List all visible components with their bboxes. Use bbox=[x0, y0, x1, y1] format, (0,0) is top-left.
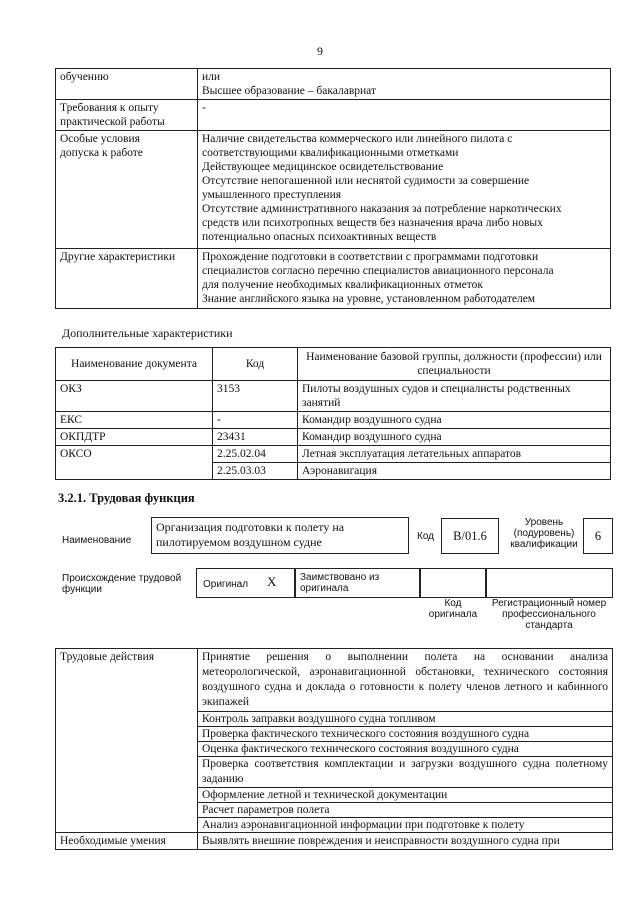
table-row bbox=[56, 100, 611, 131]
value-line: Знание английского языка на уровне, установленном работодателем bbox=[202, 293, 536, 305]
code-label: Код bbox=[417, 531, 435, 542]
name-label: Наименование bbox=[62, 535, 132, 546]
table-row bbox=[56, 381, 611, 412]
header-code: Код bbox=[213, 348, 298, 381]
label-line: практической работы bbox=[60, 116, 165, 128]
action-item: Контроль заправки воздушного судна топливом bbox=[198, 711, 612, 726]
cell-code: 3153 bbox=[213, 381, 298, 412]
cell-name: Аэронавигация bbox=[298, 463, 611, 480]
cell-document: ОКЗ bbox=[56, 381, 213, 412]
page-number: 9 bbox=[317, 44, 323, 58]
table-row bbox=[56, 131, 611, 249]
value-line: потенциально опасных психоактивных веществ bbox=[202, 231, 437, 243]
cell-document: ЕКС bbox=[56, 412, 213, 429]
value-line: - bbox=[202, 102, 206, 114]
borrowed-label: Заимствовано из оригинала bbox=[300, 572, 380, 594]
cell-code: - bbox=[213, 412, 298, 429]
function-code-value: B/01.6 bbox=[441, 518, 499, 554]
table-header-row bbox=[56, 348, 611, 381]
code-original-box bbox=[419, 568, 487, 598]
table-row bbox=[56, 833, 613, 850]
row-value bbox=[198, 69, 611, 100]
value-line: Прохождение подготовки в соответствии с программами подготовки bbox=[202, 251, 539, 263]
action-item: Анализ аэронавигационной информации при подготовке к полету bbox=[198, 817, 612, 832]
label-line: допуска к работе bbox=[60, 147, 143, 159]
function-heading: 3.2.1. Трудовая функция bbox=[58, 491, 195, 505]
row-value bbox=[198, 131, 611, 249]
origin-label: Происхождение трудовой функции bbox=[62, 573, 182, 595]
row-label bbox=[56, 100, 198, 131]
cell-document: ОКПДТР bbox=[56, 429, 213, 446]
cell-document: ОКСО bbox=[56, 446, 213, 480]
row-label bbox=[56, 249, 198, 309]
original-label: Оригинал bbox=[203, 579, 249, 590]
table-row bbox=[56, 649, 613, 833]
action-item: Расчет параметров полета bbox=[198, 802, 612, 817]
function-name-value: Организация подготовки к полету на пилотируемом воздушном судне bbox=[156, 520, 345, 549]
additional-title: Дополнительные характеристики bbox=[62, 326, 233, 340]
label-line: обучению bbox=[60, 71, 109, 83]
cell-name: Пилоты воздушных судов и специалисты родственных занятий bbox=[298, 381, 611, 412]
header-group: Наименование базовой группы, должности (профессии) или специальности bbox=[298, 348, 611, 381]
value-line: умышленного преступления bbox=[202, 189, 342, 201]
actions-table bbox=[55, 648, 613, 850]
value-line: или bbox=[202, 71, 221, 83]
value-line: Отсутствие административного наказания за потребление наркотических bbox=[202, 203, 562, 215]
label-line: Другие характеристики bbox=[60, 251, 176, 263]
value-line: Действующее медицинское освидетельствование bbox=[202, 161, 444, 173]
cell-name: Командир воздушного судна bbox=[298, 412, 611, 429]
cell-code: 23431 bbox=[213, 429, 298, 446]
requirements-table bbox=[55, 68, 611, 309]
original-box bbox=[196, 568, 296, 598]
cell-name: Летная эксплуатация летательных аппаратов bbox=[298, 446, 611, 463]
row-label bbox=[56, 69, 198, 100]
table-row bbox=[56, 69, 611, 100]
action-item: Оформление летной и технической документации bbox=[198, 787, 612, 802]
table-row bbox=[56, 249, 611, 309]
original-mark: X bbox=[267, 574, 277, 589]
code-original-label: Код оригинала bbox=[428, 598, 478, 620]
reg-number-label: Регистрационный номер профессионального стандарта bbox=[491, 598, 607, 631]
value-line: средств или психотропных веществ без назначения врача либо новых bbox=[202, 217, 543, 229]
cell-code: 2.25.02.04 bbox=[213, 446, 298, 463]
table-row bbox=[56, 446, 611, 463]
label-line: Особые условия bbox=[60, 133, 140, 145]
value-line: Наличие свидетельства коммерческого или линейного пилота с bbox=[202, 133, 513, 145]
skill-item: Выявлять внешние повреждения и неисправности воздушного судна при bbox=[198, 833, 613, 850]
action-item: Проверка соответствия комплектации и загрузки воздушного судна полетному заданию bbox=[198, 756, 612, 787]
function-name-box bbox=[151, 517, 409, 554]
value-line: Высшее образование – бакалавриат bbox=[202, 85, 376, 97]
cell-code: 2.25.03.03 bbox=[213, 463, 298, 480]
actions-list bbox=[198, 649, 613, 833]
cell-name: Командир воздушного судна bbox=[298, 429, 611, 446]
row-label bbox=[56, 131, 198, 249]
borrowed-box bbox=[294, 568, 421, 598]
header-document: Наименование документа bbox=[56, 348, 213, 381]
level-value: 6 bbox=[583, 518, 613, 554]
row-value bbox=[198, 249, 611, 309]
value-line: Отсутствие непогашенной или неснятой судимости за совершение bbox=[202, 175, 530, 187]
value-line: соответствующими квалификационными отметками bbox=[202, 147, 459, 159]
action-item: Оценка фактического технического состояния воздушного судна bbox=[198, 741, 612, 756]
action-item: Проверка фактического технического состояния воздушного судна bbox=[198, 726, 612, 741]
label-line: Требования к опыту bbox=[60, 102, 159, 114]
reg-number-box bbox=[485, 568, 613, 598]
table-row bbox=[56, 412, 611, 429]
row-value bbox=[198, 100, 611, 131]
table-row bbox=[56, 429, 611, 446]
additional-table bbox=[55, 347, 611, 480]
value-line: для получение необходимых квалификационных отметок bbox=[202, 279, 483, 291]
actions-label: Трудовые действия bbox=[56, 649, 198, 833]
skills-label: Необходимые умения bbox=[56, 833, 198, 850]
value-line: специалистов согласно перечню специалистов авиационного персонала bbox=[202, 265, 554, 277]
level-label: Уровень (подуровень) квалификации bbox=[510, 517, 578, 550]
action-item: Принятие решения о выполнении полета на основании анализа метеорологической, аэронавигационной обстановки, технического состояния воздушного судна и доклада о готовности к полету членов летного и кабинного экипажей bbox=[202, 651, 608, 708]
